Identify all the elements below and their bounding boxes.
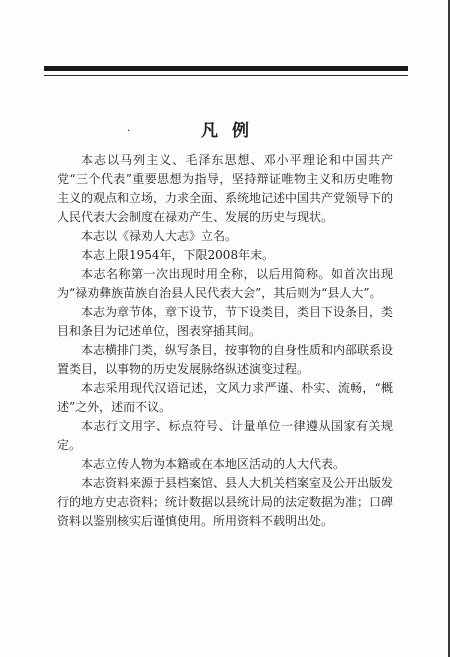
- guideline-paragraph-3: 本志上限1954年，下限2008年末。: [81, 248, 275, 262]
- guideline-paragraph-10: 本志资料来源于县档案馆、县人大机关档案室及公开出版发行的地方史志资料；统计数据以县统计局的法定数据为准；口碑资料以鉴别核实后谨慎使用。所用资料不载明出处。: [57, 476, 394, 528]
- guideline-paragraph-5: 本志为章节体，章下设节，节下设类目，类目下设条目，类目和条目为记述单位，图表穿插其间。: [57, 305, 394, 338]
- guideline-paragraph-1: 本志以马列主义、毛泽东思想、邓小平理论和中国共产党“三个代表”重要思想为指导，坚持辩证唯物主义和历史唯物主义的观点和立场，力求全面、系统地记述中国共产党领导下的人民代表大会制度在禄劝产生、发展的历史与现状。: [57, 153, 394, 224]
- guideline-paragraph-7: 本志采用现代汉语记述，文风力求严谨、朴实、流畅，“概述”之外，述而不议。: [57, 381, 393, 414]
- guideline-paragraph-4: 本志名称第一次出现时用全称，以后用简称。如首次出现为“禄劝彝族苗族自治县人民代表大会”，其后则为“县人大”。: [57, 267, 393, 300]
- guideline-paragraph-6: 本志横排门类，纵写条目，按事物的自身性质和内部联系设置类目，以事物的历史发展脉络纵述演变过程。: [57, 343, 394, 376]
- guideline-paragraph-2: 本志以《禄劝人大志》立名。: [81, 229, 238, 243]
- guidelines-body: [57, 151, 393, 531]
- guideline-paragraph-8: 本志行文用字、标点符号、计量单位一律遵从国家有关规定。: [57, 419, 393, 452]
- top-rule-thin: [44, 75, 408, 76]
- page-heading: 凡例: [201, 121, 263, 141]
- stray-dot-mark: .: [127, 121, 131, 134]
- guideline-paragraph-9: 本志立传人物为本籍或在本地区活动的人大代表。: [81, 457, 346, 471]
- top-rule-thick: [44, 66, 408, 71]
